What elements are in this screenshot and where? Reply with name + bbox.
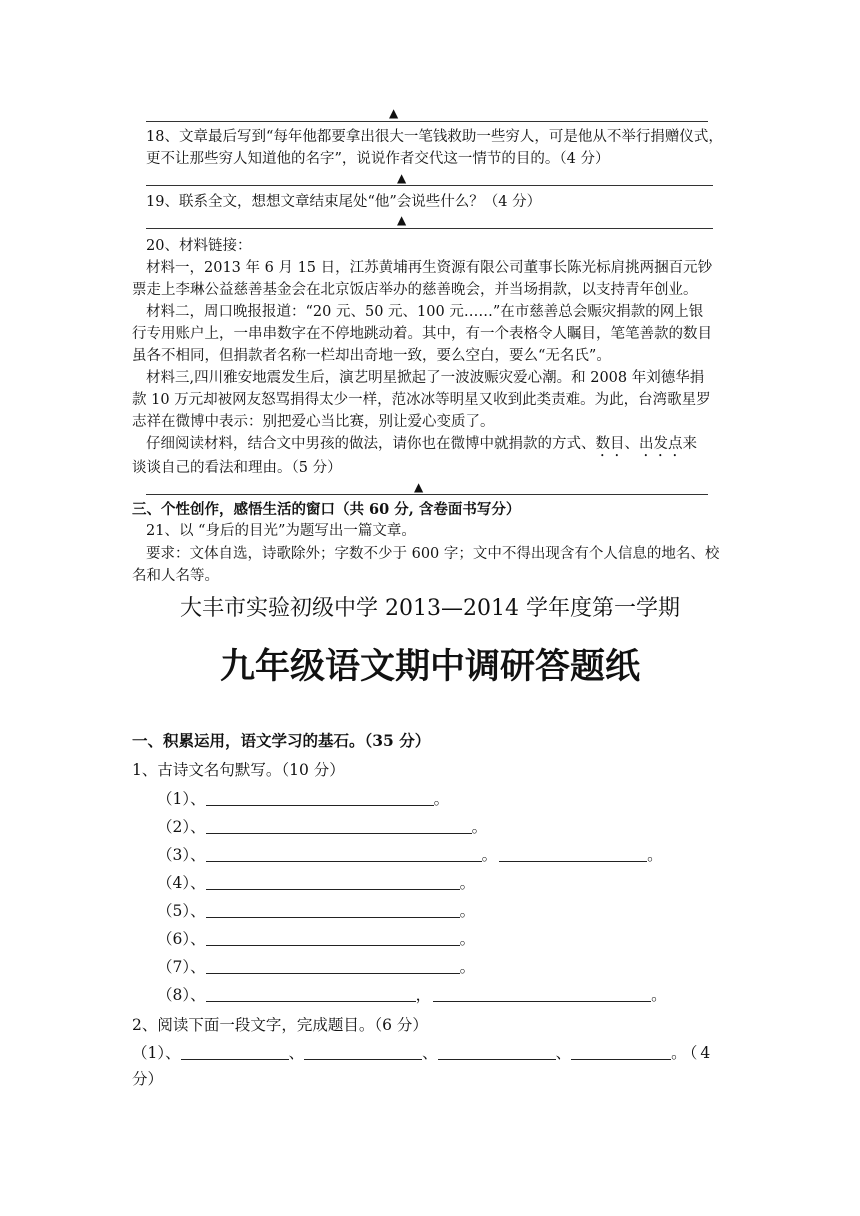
answer-line (146, 494, 708, 495)
answer-blank[interactable] (304, 1044, 422, 1060)
question-2-1 (132, 1042, 713, 1064)
answer-marker: ▲ (389, 106, 399, 120)
answer-blank[interactable] (206, 902, 460, 918)
item-end: 。 (471, 818, 488, 836)
item-separator: 、 (555, 1044, 572, 1062)
task-line-1 (146, 434, 697, 460)
task-separator: 、 (624, 436, 639, 452)
question-2-1-score-tail: 分） (132, 1070, 164, 1088)
material-3-line-3: 志祥在微博中表示：别把爱心当比赛，别让爱心变质了。 (132, 414, 495, 430)
material-3-line-2: 款 10 万元却被网友怒骂捐得太少一样，范冰冰等明星又收到此类责难。为此，台湾歌星罗 (132, 392, 711, 408)
item-label: （6）、 (157, 930, 206, 948)
material-2-line-3: 虽各不相同，但捐款者名称一栏却出奇地一致，要么空白，要么“无名氏”。 (132, 348, 611, 364)
item-end: 。 (459, 902, 476, 920)
emphasis-number: 数目 (595, 436, 625, 452)
answer-blank[interactable] (571, 1044, 671, 1060)
answer-blank[interactable] (206, 930, 460, 946)
item-separator: 、 (422, 1044, 438, 1062)
answer-blank[interactable] (206, 958, 460, 974)
item-end: 。 (651, 986, 667, 1004)
answer-blank[interactable] (206, 874, 460, 890)
material-2-line-2: 行专用账户上，一串串数字在不停地跳动着。其中，有一个表格令人瞩目，笔笔善款的数目 (132, 326, 712, 342)
material-3-line-1: 材料三,四川雅安地震发生后，演艺明星掀起了一波波赈灾爱心潮。和 2008 年刘德华捐 (146, 370, 705, 386)
answer-blank[interactable] (206, 846, 482, 862)
answer-sheet-title: 九年级语文期中调研答题纸 (219, 646, 640, 687)
question-18-line-2: 更不让那些穷人知道他的名字”，说说作者交代这一情节的目的。（4 分） (146, 151, 610, 167)
item-mid: ， (415, 986, 432, 1004)
question-21: 21、以 “身后的目光”为题写出一篇文章。 (146, 523, 416, 539)
answer-blank[interactable] (206, 986, 416, 1002)
answer-line (146, 185, 713, 186)
requirement-line-1: 要求：文体自选，诗歌除外；字数不少于 600 字；文中不得出现含有个人信息的地名、校 (146, 546, 720, 562)
task-line-2: 谈谈自己的看法和理由。（5 分） (132, 460, 342, 476)
task-text-end: 来 (682, 436, 697, 452)
item-separator: 、 (288, 1044, 305, 1062)
material-1-line-2: 票走上李琳公益慈善基金会在北京饭店举办的慈善晚会，并当场捐款，以支持青年创业。 (132, 282, 698, 298)
section-1-text: 一、积累运用，语文学习的基石。（35 分） (132, 731, 431, 750)
answer-blank[interactable] (181, 1044, 289, 1060)
material-1-line-1: 材料一，2013 年 6 月 15 日，江苏黄埔再生资源有限公司董事长陈光标肩挑两捆百元钞 (146, 260, 713, 276)
section-1-heading (132, 730, 430, 752)
question-18-line-1: 18、文章最后写到“每年他都要拿出很大一笔钱救助一些穷人，可是他从不举行捐赠仪式， (146, 129, 723, 145)
answer-blank[interactable] (499, 846, 647, 862)
answer-item-7 (157, 956, 475, 978)
requirement-line-2: 名和人名等。 (132, 568, 219, 584)
answer-item-5 (157, 900, 475, 922)
answer-blank[interactable] (438, 1044, 556, 1060)
item-label: （1）、 (132, 1044, 181, 1062)
school-title: 大丰市实验初级中学 2013—2014 学年度第一学期 (180, 596, 680, 621)
answer-item-8 (157, 984, 667, 1006)
item-label: （3）、 (157, 846, 206, 864)
item-label: （1）、 (157, 790, 206, 808)
answer-line (146, 228, 713, 229)
question-2: 2、阅读下面一段文字，完成题目。（6 分） (132, 1016, 428, 1034)
item-end: 。 (459, 930, 476, 948)
item-label: （4）、 (157, 874, 206, 892)
item-label: （8）、 (157, 986, 206, 1004)
answer-blank[interactable] (433, 986, 651, 1002)
item-end: 。（4 (671, 1044, 714, 1062)
item-end: 。 (647, 846, 663, 864)
answer-item-2 (157, 816, 487, 838)
question-1: 1、古诗文名句默写。（10 分） (132, 761, 345, 779)
item-end: 。 (459, 958, 476, 976)
answer-line (146, 121, 708, 122)
item-mid: 。 (481, 846, 498, 864)
answer-blank[interactable] (206, 818, 472, 834)
answer-item-1 (157, 788, 449, 810)
section-3-heading: 三、个性创作，感悟生活的窗口（共 60 分, 含卷面书写分） (132, 501, 521, 518)
task-text: 仔细阅读材料，结合文中男孩的做法，请你也在微博中就捐款的方式、 (146, 436, 596, 452)
answer-item-4 (157, 872, 475, 894)
answer-marker: ▲ (414, 480, 424, 494)
item-label: （2）、 (157, 818, 206, 836)
item-end: 。 (459, 874, 476, 892)
answer-marker: ▲ (397, 171, 407, 185)
answer-item-3 (157, 844, 663, 866)
material-2-line-1: 材料二，周口晚报报道：“20 元、50 元、100 元……”在市慈善总会赈灾捐款的网上银 (146, 304, 704, 320)
question-19: 19、联系全文，想想文章结束尾处“他”会说些什么？（4 分） (146, 194, 542, 210)
answer-blank[interactable] (206, 790, 434, 806)
emphasis-motive: 出发点 (639, 436, 683, 452)
question-20-title: 20、材料链接： (146, 238, 252, 254)
item-label: （5）、 (157, 902, 206, 920)
item-label: （7）、 (157, 958, 206, 976)
answer-marker: ▲ (397, 213, 407, 227)
item-end: 。 (433, 790, 450, 808)
answer-item-6 (157, 928, 475, 950)
